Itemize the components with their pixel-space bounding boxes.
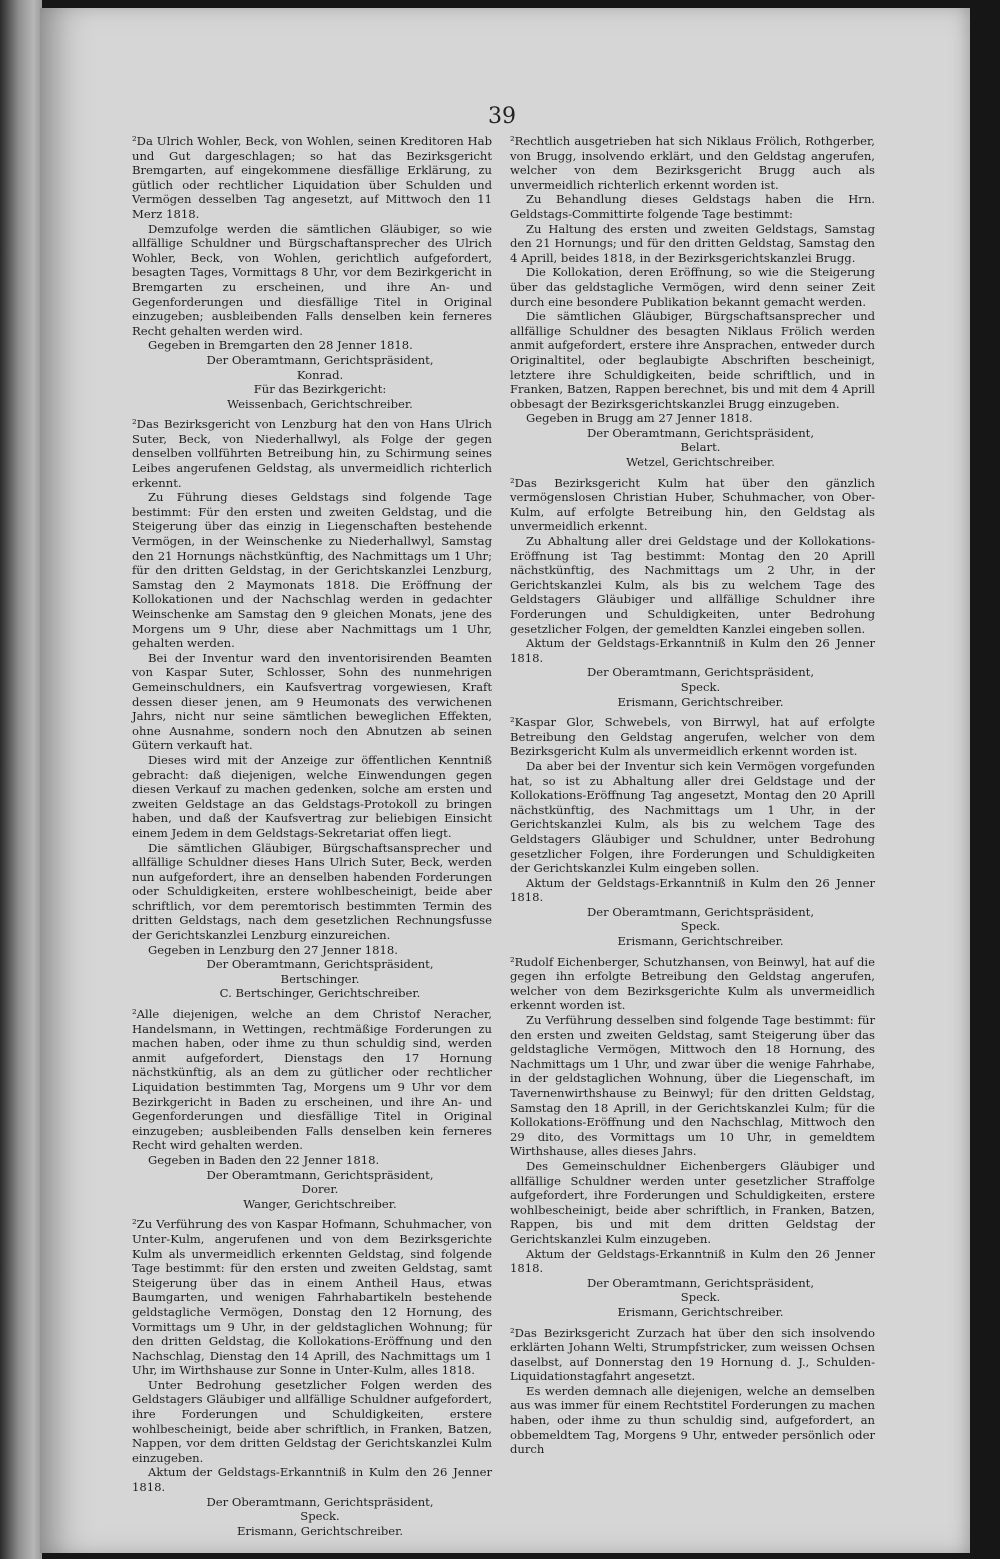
notice-signature-line: Konrad. — [296, 367, 344, 382]
notice-paragraph: Zu Abhaltung aller drei Geldstage und der Kollokations-Eröffnung ist Tag bestimmt: Montag den 20 Aprill nächstkünftig, des Nachmittags um 2 Uhr, in der Gerichtskanzlei Kulm, als bis zu welchem Tage des Geldstagers Gläubiger und allfällige Schuldner ihre Forderungen und Schuldigkeiten, unter Bedrohung gesetzlicher Folgen, der gemeldten Kanzlei eingeben sollen. — [510, 534, 875, 636]
notice-paragraph: Aktum der Geldstags-Erkanntniß in Kulm den 26 Jenner 1818. — [510, 1246, 875, 1276]
notice-paragraph: Aktum der Geldstags-Erkanntniß in Kulm den 26 Jenner 1818. — [510, 875, 875, 905]
notice-paragraph: Die sämtlichen Gläubiger, Bürgschaftsansprecher und allfällige Schuldner dieses Hans Ulrich Suter, Beck, werden nun aufgefordert, ihre an denselben habenden Forderungen oder Schuldigkeiten, erstere wohlbescheinigt, beide aber schriftlich, vor dem peremtorisch bestimmten Termin des dritten Geldstags, nach dem gesetzlichen Rechnungsfusse der Gerichtskanzlei Lenzburg einzureichen. — [132, 840, 492, 943]
document-page — [40, 8, 970, 1553]
notice-lead-paragraph: ²Rechtlich ausgetrieben hat sich Niklaus Frölich, Rothgerber, von Brugg, insolvendo erklärt, und den Geldstag angerufen, welcher von dem Bezirksgericht Brugg auch als unvermeidlich richterlich erkennt worden ist. — [510, 134, 875, 192]
notice-signature-line: Erismann, Gerichtschreiber. — [617, 1304, 784, 1319]
notice-signature-line: Erismann, Gerichtschreiber. — [236, 1523, 404, 1538]
notice-lead-paragraph: ²Zu Verführung des von Kaspar Hofmann, Schuhmacher, von Unter-Kulm, angerufenen und von dem Bezirksgerichte Kulm als unvermeidlich erkennten Geldstag, sind folgende Tage bestimmt: für den ersten und zweiten Geldstag, samt Steigerung über das in einem Antheil Haus, etwas Baumgarten, und wenigen Fahrhabartikeln bestehende geldstagliche Vermögen, Donstag den 12 Hornung, des Vormittags um 9 Uhr, in der geldstaglichen Wohnung; für den dritten Geldstag, die Kollokations-Eröffnung und den Nachschlag, Dienstag den 14 Aprill, des Nachmittags um 1 Uhr, im Wirthshause zur Sonne in Unter-Kulm, alles 1818. — [132, 1217, 492, 1378]
notice-signature-line: Dorer. — [301, 1182, 339, 1197]
notice-paragraph: Zu Haltung des ersten und zweiten Geldstags, Samstag den 21 Hornungs; und für den dritten Geldstag, Samstag den 4 Aprill, beides 1818, in der Bezirksgerichtskanzlei Brugg. — [510, 221, 875, 265]
notice — [510, 1320, 875, 1457]
notice-signature-line: Für das Bezirkgericht: — [253, 382, 387, 397]
notice-signature-line: Weissenbach, Gerichtschreiber. — [227, 396, 413, 411]
notice-lead-paragraph: ²Das Bezirksgericht Kulm hat über den gänzlich vermögenslosen Christian Huber, Schuhmacher, von Ober-Kulm, auf erfolgte Betreibung hin, den Geldstag als unvermeidlich erkennt. — [510, 475, 875, 534]
notice-signature-line: Erismann, Gerichtschreiber. — [617, 934, 784, 949]
notice — [510, 709, 875, 949]
adjacent-page-edge — [0, 0, 42, 1559]
notice-signature-line: Bertschinger. — [280, 971, 360, 986]
notice-signature-line: Wanger, Gerichtschreiber. — [243, 1196, 397, 1211]
notice-signature-line: Der Oberamtmann, Gerichtspräsident, — [206, 1167, 434, 1182]
notice-lead-paragraph: ²Das Bezirksgericht von Lenzburg hat den von Hans Ulrich Suter, Beck, von Niederhallwyl, als Folge der gegen denselben vollführten Betreibung hin, zu Schirmung seines Leibes angerufenen Geldstag, als unvermeidlich richterlich erkennt. — [132, 417, 492, 490]
notice-lead-paragraph: ²Rudolf Eichenberger, Schutzhansen, von Beinwyl, hat auf die gegen ihn erfolgte Betreibung den Geldstag angerufen, welcher von dem Bezirksgerichte Kulm als unvermeidlich erkennt worden ist. — [510, 954, 875, 1013]
notice-paragraph: Demzufolge werden die sämtlichen Gläubiger, so wie allfällige Schuldner und Bürgschaftansprecher des Ulrich Wohler, Beck, von Wohlen, gerichtlich aufgefordert, besagten Tages, Vormittags 8 Uhr, vor dem Bezirkgericht in Bremgarten zu erscheinen, und ihre An- und Gegenforderungen und diesfällige Titel in Original einzugeben; ausbleibenden Falls denselben kein ferneres Recht gehalten werden wird. — [132, 221, 492, 338]
notice-paragraph: Es werden demnach alle diejenigen, welche an demselben aus was immer für einem Rechtstitel Forderungen zu machen haben, oder ihme zu thun schuldig sind, aufgefordert, an obbemeldtem Tag, Morgens 9 Uhr, entweder persönlich oder durch — [510, 1383, 875, 1457]
left-column — [132, 134, 492, 1538]
notice-signature-line: Speck. — [680, 919, 721, 934]
notice-paragraph: Gegeben in Baden den 22 Jenner 1818. — [148, 1152, 380, 1167]
notice — [132, 1211, 492, 1538]
notice-signature-line: Speck. — [680, 1290, 721, 1305]
notice-signature-line: Der Oberamtmann, Gerichtspräsident, — [586, 665, 815, 680]
notice-lead-paragraph: ²Kaspar Glor, Schwebels, von Birrwyl, hat auf erfolgte Betreibung den Geldstag angerufen, welcher von dem Bezirksgericht Kulm als unvermeidlich erkennt worden ist. — [510, 715, 875, 759]
notice-signature-line: Der Oberamtmann, Gerichtspräsident, — [586, 904, 815, 919]
notice-paragraph: Bei der Inventur ward den inventorisirenden Beamten von Kaspar Suter, Schlosser, Sohn des nunmehrigen Gemeinschuldners, ein Kaufsvertrag vorgewiesen, Kraft dessen dieser jenen, am 9 Heumonats des verwichenen Jahrs, nicht nur seine sämtlichen beweglichen Effekten, ohne Ausnahme, sondern noch den Abnutzen ab seinen Gütern verkauft hat. — [132, 650, 492, 753]
notice-paragraph: Zu Verführung desselben sind folgende Tage bestimmt: für den ersten und zweiten Geldstag, samt Steigerung über das geldstagliche Vermögen, Mittwoch den 18 Hornung, des Nachmittags um 1 Uhr, und zwar über die wenige Fahrhabe, in der geldstaglichen Wohnung, über die Liegenschaft, im Tavernenwirthshause zu Beinwyl; für den dritten Geldstag, Samstag den 18 Aprill, in der Gerichtskanzlei Kulm; für die Kollokations-Eröffnung und den Nachschlag, Mittwoch den 29 dito, des Vormittags um 10 Uhr, in gemeldtem Wirthshause, alles dieses Jahrs. — [510, 1013, 875, 1159]
notice — [510, 949, 875, 1320]
notice-signature-line: Der Oberamtmann, Gerichtspräsident, — [206, 352, 434, 367]
notice-paragraph: Aktum der Geldstags-Erkanntniß in Kulm den 26 Jenner 1818. — [132, 1465, 492, 1495]
notice-paragraph: Die Kollokation, deren Eröffnung, so wie die Steigerung über das geldstagliche Vermögen, wird denn seiner Zeit durch eine besondere Publikation bekannt gemacht werden. — [510, 265, 875, 309]
notice-signature-line: Belart. — [680, 440, 721, 455]
notice — [510, 134, 875, 470]
notice-paragraph: Des Gemeinschuldner Eichenbergers Gläubiger und allfällige Schuldner werden unter gesetzlicher Straffolge aufgefordert, ihre Forderungen und Schuldigkeiten, erstere wohlbescheinigt, beide aber schriftlich, in Franken, Batzen, Rappen, bis und mit dem dritten Geldstag der Gerichtskanzlei Kulm einzugeben. — [510, 1158, 875, 1246]
notice-paragraph: Da aber bei der Inventur sich kein Vermögen vorgefunden hat, so ist zu Abhaltung aller drei Geldstage und der Kollokations-Eröffnung Tag angesetzt, Montag den 20 Aprill nächstkünftig, des Nachmittags um 1 Uhr, in der Gerichtskanzlei Kulm, als bis zu welchem Tage des Geldstagers Gläubiger und Schuldner, unter Bedrohung gesetzlicher Folgen, ihre Forderungen und Schuldigkeiten der Gerichtskanzlei Kulm eingeben sollen. — [510, 758, 875, 876]
notice-signature-line: Der Oberamtmann, Gerichtspräsident, — [206, 957, 434, 972]
notice-paragraph: Zu Führung dieses Geldstags sind folgende Tage bestimmt: Für den ersten und zweiten Geldstag, und die Steigerung über das einzig in Liegenschaften bestehende Vermögen, in der Weinschenke zu Niederhallwyl, Samstag den 21 Hornungs nächstkünftig, des Nachmittags um 1 Uhr; für den dritten Geldstag, in der Gerichtskanzlei Lenzburg, Samstag den 2 Maymonats 1818. Die Eröffnung der Kollokationen und der Nachschlag werden in gedachter Weinschenke am Samstag den 9 gleichen Monats, jene des Morgens um 9 Uhr, diese aber Nachmittags um 1 Uhr, gehalten werden. — [132, 490, 492, 651]
notice-signature-line: Erismann, Gerichtschreiber. — [617, 694, 784, 709]
notice-lead-paragraph: ²Da Ulrich Wohler, Beck, von Wohlen, seinen Kreditoren Hab und Gut dargeschlagen; so hat das Bezirksgericht Bremgarten, auf eingekommene diesfällige Erklärung, zu gütlich oder rechtlicher Liquidation über Schulden und Vermögen desselben Tag angesetzt, auf Mittwoch den 11 Merz 1818. — [132, 134, 492, 221]
right-column — [510, 134, 875, 1457]
notice-lead-paragraph: ²Das Bezirksgericht Zurzach hat über den sich insolvendo erklärten Johann Welti, Strumpfstricker, zum weissen Ochsen daselbst, auf Donnerstag den 19 Hornung d. J., Schulden-Liquidationstagfahrt angesetzt. — [510, 1325, 875, 1384]
notice-signature-line: Speck. — [300, 1509, 340, 1524]
notice — [510, 470, 875, 710]
notice-paragraph: Die sämtlichen Gläubiger, Bürgschaftsansprecher und allfällige Schuldner des besagten Niklaus Frölich werden anmit aufgefordert, erstere ihre Ansprachen, entweder durch Originaltitel, oder beglaubigte Abschriften bescheinigt, letztere ihre Schuldigkeiten, beide schriftlich, und in Franken, Batzen, Rappen berechnet, bis und mit dem 4 Aprill obbesagt der Bezirksgerichtskanzlei Brugg einzugeben. — [510, 309, 875, 411]
notice-paragraph: Dieses wird mit der Anzeige zur öffentlichen Kenntniß gebracht: daß diejenigen, welche Einwendungen gegen diesen Verkauf zu machen gedenken, solche am ersten und zweiten Geldstage an das Geldstags-Protokoll zu bringen haben, und daß der Kaufsvertrag zur beliebigen Einsicht einem Jedem in dem Geldstags-Sekretariat offen liegt. — [132, 752, 492, 840]
notice — [132, 134, 492, 411]
notice-signature-line: Wetzel, Gerichtschreiber. — [626, 455, 775, 470]
notice-paragraph: Zu Behandlung dieses Geldstags haben die Hrn. Geldstags-Committirte folgende Tage bestimmt: — [510, 192, 875, 221]
notice-lead-paragraph: ²Alle diejenigen, welche an dem Christof Neracher, Handelsmann, in Wettingen, rechtmäßige Forderungen zu machen haben, oder ihme zu thun schuldig sind, werden anmit aufgefordert, Dienstags den 17 Hornung nächstkünftig, als an dem zu gütlicher oder rechtlicher Liquidation bestimmten Tag, Morgens um 9 Uhr vor dem Bezirkgericht in Baden zu erscheinen, und ihre An- und Gegenforderungen und diesfällige Titel in Original einzugeben; ausbleibenden Falls denselben kein ferneres Recht wird gehalten werden. — [132, 1007, 492, 1153]
notice-signature-line: Der Oberamtmann, Gerichtspräsident, — [206, 1494, 434, 1509]
notice-signature-line: Der Oberamtmann, Gerichtspräsident, — [586, 1275, 815, 1290]
notice — [132, 411, 492, 1001]
notice-signature-line: Der Oberamtmann, Gerichtspräsident, — [586, 425, 815, 440]
page-number: 39 — [488, 104, 516, 129]
notice-paragraph: Gegeben in Lenzburg den 27 Jenner 1818. — [148, 942, 398, 957]
notice-paragraph: Gegeben in Brugg am 27 Jenner 1818. — [526, 411, 753, 426]
notice — [132, 1001, 492, 1211]
notice-paragraph: Aktum der Geldstags-Erkanntniß in Kulm den 26 Jenner 1818. — [510, 636, 875, 665]
notice-signature-line: C. Bertschinger, Gerichtschreiber. — [219, 986, 421, 1001]
notice-signature-line: Speck. — [680, 679, 721, 694]
notice-paragraph: Gegeben in Bremgarten den 28 Jenner 1818. — [148, 338, 413, 353]
notice-paragraph: Unter Bedrohung gesetzlicher Folgen werden des Geldstagers Gläubiger und allfällige Schuldner aufgefordert, ihre Forderungen und Schuldigkeiten, erstere wohlbescheinigt, beide aber schriftlich, in Franken, Batzen, Nappen, vor dem dritten Geldstag der Gerichtskanzlei Kulm einzugeben. — [132, 1377, 492, 1465]
